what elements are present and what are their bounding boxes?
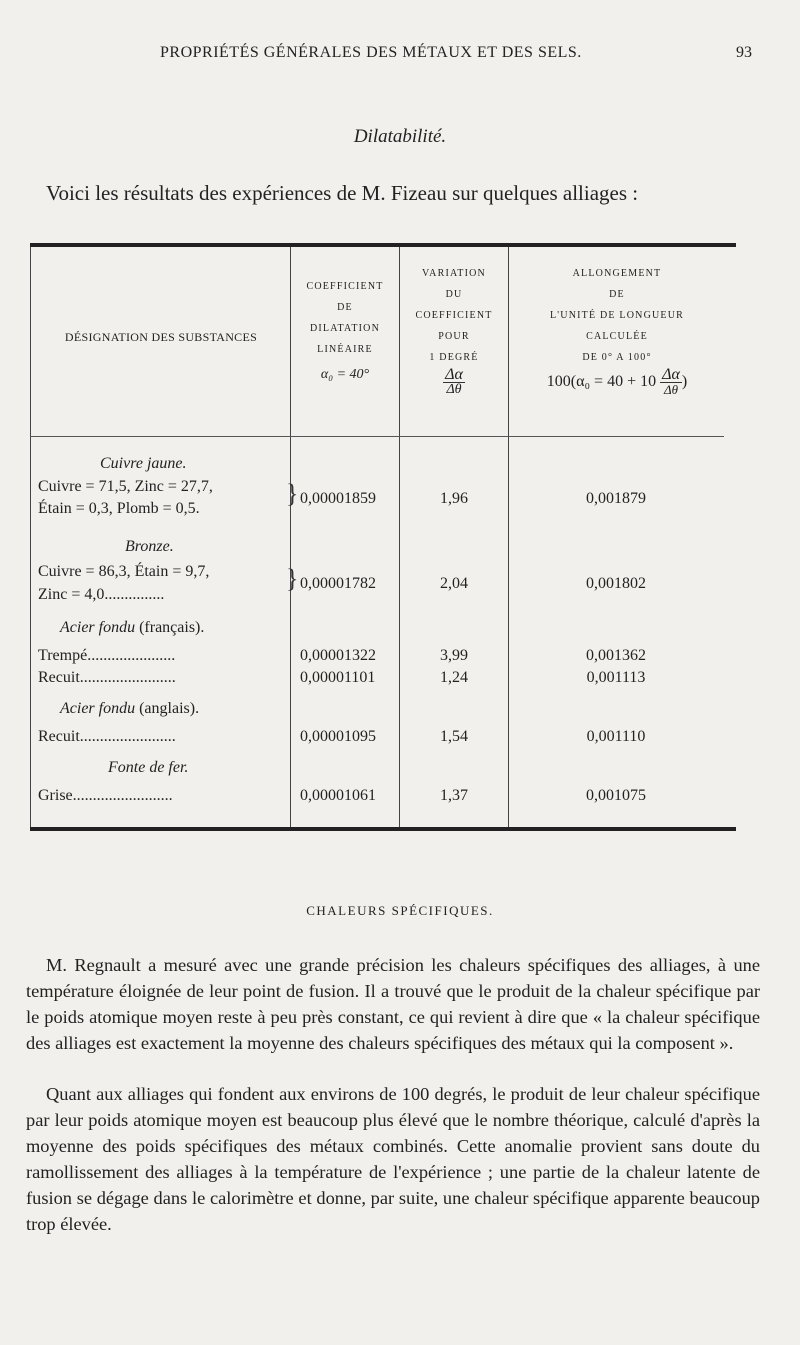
header-line: VARIATION: [422, 268, 486, 279]
variation-value: 1,96: [440, 490, 468, 507]
coef-value: 0,00001061: [300, 787, 376, 804]
paragraph: Quant aux alliages qui fondent aux environs de 100 degrés, le produit de leur chaleur spécifique par leur poids atomique moyen est beaucoup plus élevé que le nombre théorique, calculé d'après la moyenne des poids spécifiques des métaux combinés. Cette anomalie provient sans doute du ramollissement des alliages à la température de l'expérience ; une partie de la chaleur latente de fusion se dégage dans le calorimètre et donne, par suite, une chaleur spécifique apparente beaucoup trop élevée.: [26, 1084, 760, 1234]
row-label: Trempé......................: [38, 647, 176, 664]
row-label: Recuit........................: [38, 728, 176, 745]
row-label: Grise.........................: [38, 787, 173, 804]
coef-value: 0,00001322: [300, 647, 376, 664]
coef-value: 0,00001859: [300, 490, 376, 507]
table-top-rule: [30, 243, 736, 247]
fraction-numerator: Δα: [445, 366, 463, 383]
brace-icon: }: [286, 479, 299, 508]
variation-value: 3,99: [440, 647, 468, 664]
variation-value: 1,24: [440, 669, 468, 686]
table-bottom-rule: [30, 827, 736, 831]
group-title: Bronze.: [125, 538, 174, 555]
fraction-denominator: Δθ: [664, 382, 679, 397]
column-divider-1: [290, 247, 291, 827]
formula-text: ): [681, 373, 688, 391]
group-title-italic: Acier fondu: [60, 619, 136, 636]
coef-value: 0,00001782: [300, 575, 376, 592]
formula-text: 100(α₀ = 40 + 10: [546, 373, 657, 391]
running-head-title: PROPRIÉTÉS GÉNÉRALES DES MÉTAUX ET DES SELS.: [160, 44, 582, 61]
header-formula: α₀ = 40°: [320, 367, 370, 382]
composition-line: Zinc = 4,0...............: [38, 586, 165, 603]
header-formula: [510, 368, 724, 397]
group-title: Cuivre jaune.: [100, 455, 187, 472]
composition-line: Cuivre = 71,5, Zinc = 27,7,: [38, 478, 213, 495]
subsection-title: CHALEURS SPÉCIFIQUES.: [306, 903, 494, 918]
header-line: DU: [445, 289, 463, 300]
header-allongement: [510, 263, 724, 397]
group-title-rest: (anglais).: [139, 700, 200, 717]
header-line: 1 DEGRÉ: [429, 352, 479, 363]
header-coefficient: [292, 276, 398, 385]
running-head: [0, 44, 800, 68]
header-line: DE: [609, 289, 625, 300]
allongement-value: 0,001362: [586, 647, 646, 664]
allongement-value: 0,001075: [586, 787, 646, 804]
section-title: Dilatabilité.: [353, 126, 447, 147]
header-line: COEFFICIENT: [415, 310, 493, 321]
variation-value: 2,04: [440, 575, 468, 592]
allongement-value: 0,001113: [586, 669, 646, 686]
header-line: L'UNITÉ DE LONGUEUR: [549, 310, 685, 321]
intro-sentence: Voici les résultats des expériences de M. Fizeau sur quelques alliages :: [46, 181, 639, 205]
fraction-denominator: Δθ: [446, 382, 462, 397]
header-line: DILATATION: [309, 323, 381, 334]
header-line: DE: [337, 302, 353, 313]
coef-value: 0,00001101: [300, 669, 376, 686]
fraction-numerator: Δα: [662, 366, 680, 383]
group-title: [60, 700, 199, 718]
header-line: CALCULÉE: [586, 331, 648, 342]
composition-line: Étain = 0,3, Plomb = 0,5.: [38, 500, 200, 517]
header-line: COEFFICIENT: [306, 281, 384, 292]
header-line: POUR: [438, 331, 470, 342]
coef-value: 0,00001095: [300, 728, 376, 745]
group-title: [60, 619, 204, 637]
allongement-value: 0,001879: [586, 490, 646, 507]
variation-value: 1,54: [440, 728, 468, 745]
header-variation: [401, 263, 507, 397]
row-label: Recuit........................: [38, 669, 176, 686]
page-number: 93: [736, 44, 752, 61]
header-designation: DÉSIGNATION DES SUBSTANCES: [64, 330, 258, 344]
paragraph: M. Regnault a mesuré avec une grande précision les chaleurs spécifiques des alliages, à une température éloignée de leur point de fusion. Il a trouvé que le produit de la chaleur spécifique par le poids atomique moyen reste à peu près constant, ce qui revient à dire que « la chaleur spécifique des alliages est exactement la moyenne des chaleurs spécifiques des métaux qui la composent ».: [26, 955, 760, 1053]
table-left-border: [30, 247, 31, 827]
variation-value: 1,37: [440, 787, 468, 804]
header-line: ALLONGEMENT: [572, 268, 662, 279]
header-fraction: [401, 368, 507, 397]
group-title-italic: Acier fondu: [60, 700, 136, 717]
group-title: Fonte de fer.: [108, 759, 189, 776]
header-separator: [30, 436, 724, 437]
header-line: DE 0° A 100°: [582, 352, 652, 363]
header-line: LINÉAIRE: [317, 344, 373, 355]
allongement-value: 0,001110: [586, 728, 646, 745]
brace-icon: }: [286, 564, 299, 593]
composition-line: Cuivre = 86,3, Étain = 9,7,: [38, 563, 210, 580]
group-title-rest: (français).: [139, 619, 205, 636]
allongement-value: 0,001802: [586, 575, 646, 592]
